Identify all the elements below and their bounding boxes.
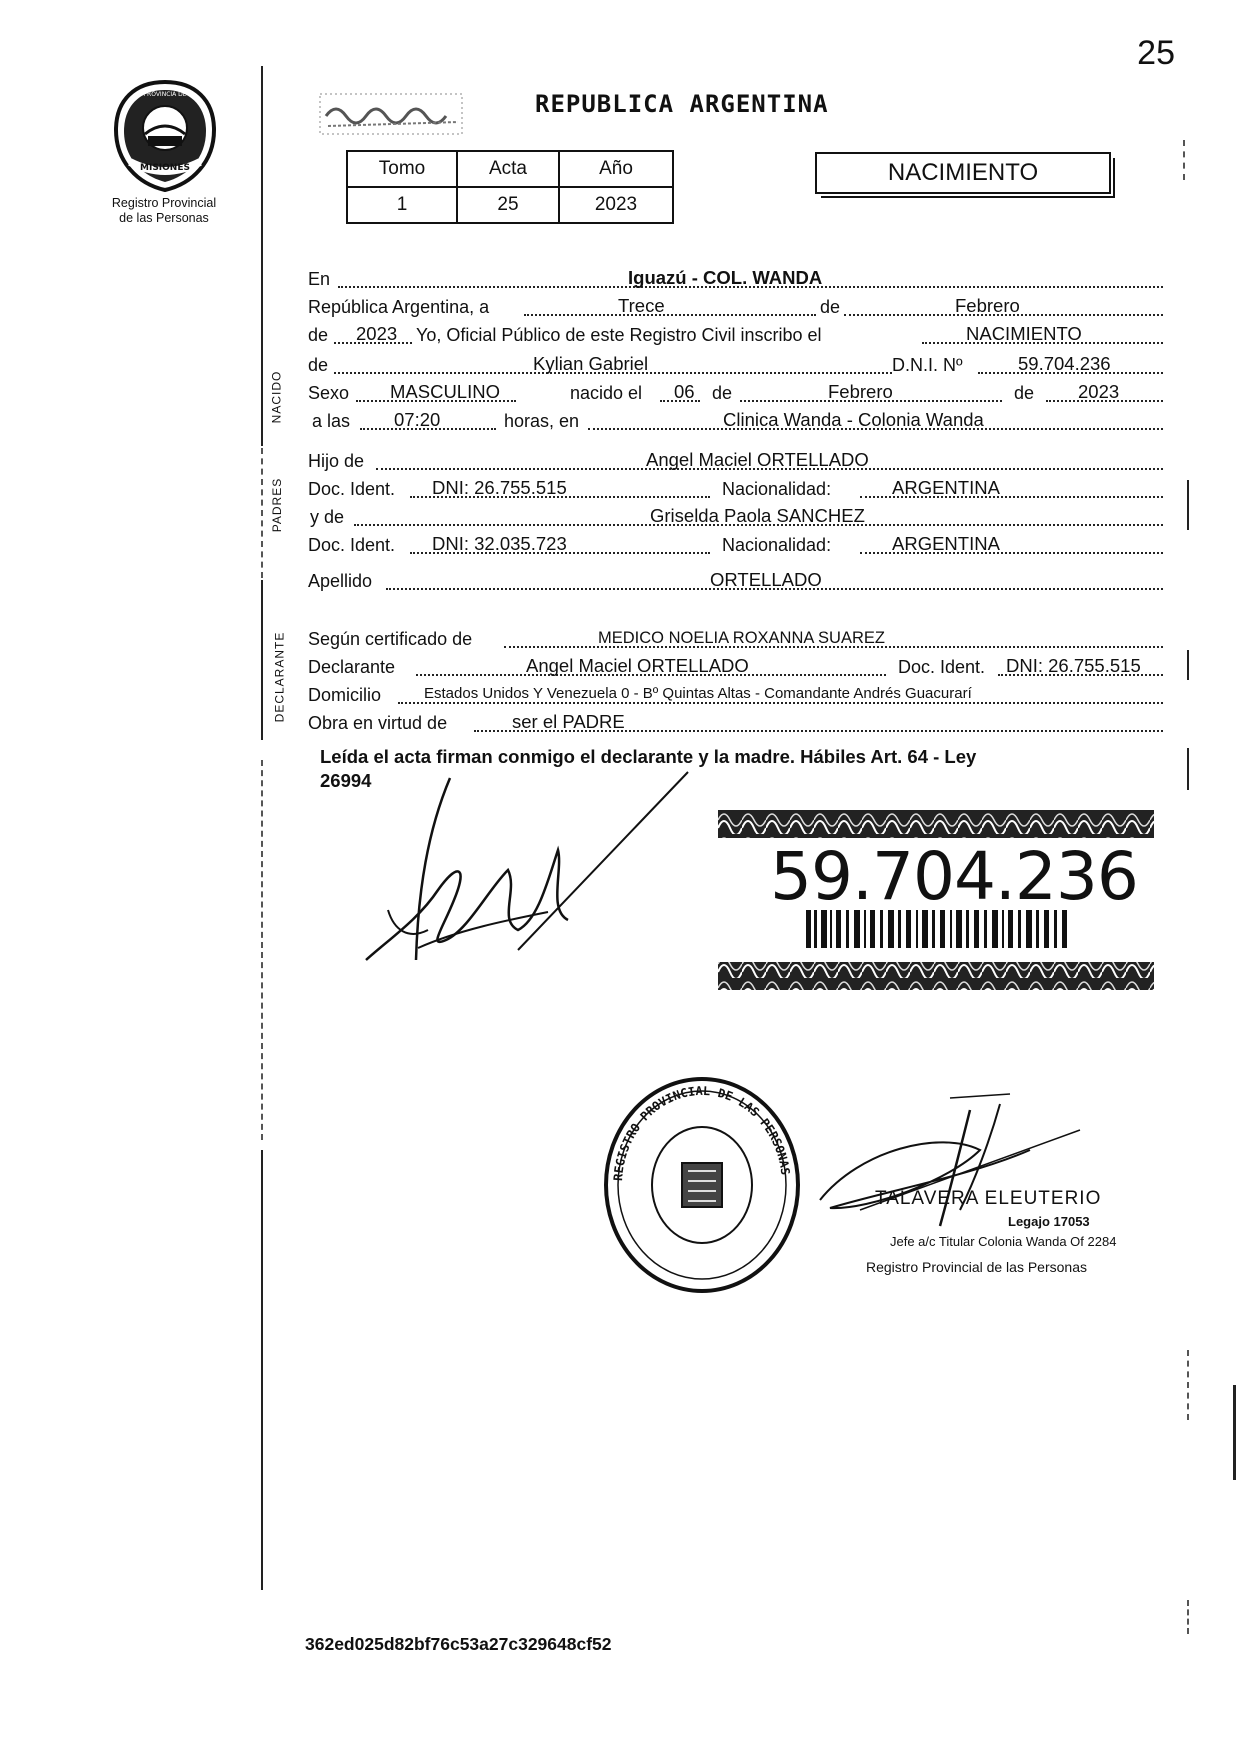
entry-stamp [318,86,468,142]
lugar-value: Iguazú - COL. WANDA [628,267,823,288]
row-obra: Obra en virtud de ser el PADRE [308,708,1163,738]
svg-text:REGISTRO PROVINCIAL DE LAS PER: REGISTRO PROVINCIAL DE LAS PERSONAS [611,1083,793,1182]
section-label-padres: PADRES [270,477,285,533]
closing-statement: Leída el acta firman conmigo el declarante y la madre. Hábiles Art. 64 - Ley 26994 [320,746,977,791]
dia-texto: Trece [618,295,665,316]
padre-nac: ARGENTINA [892,477,1000,498]
row-lugar: En Iguazú - COL. WANDA [308,264,1163,294]
hora-value: 07:20 [394,409,441,430]
tipo-inscripcion: NACIMIENTO [966,323,1082,344]
certificado-value: MEDICO NOELIA ROXANNA SUAREZ [598,629,885,647]
margin-rule [261,66,263,446]
row-certificado: Según certificado de MEDICO NOELIA ROXANNA SUAREZ [308,624,1163,654]
obra-value: ser el PADRE [512,711,625,732]
anio-value: 2023 [356,323,398,344]
madre-nac: ARGENTINA [892,533,1000,554]
official-registry: Registro Provincial de las Personas [866,1259,1087,1275]
margin-rule [261,580,263,740]
declarant-signature [358,770,698,970]
padre-doc: DNI: 26.755.515 [432,477,567,498]
mes-nac: Febrero [828,381,893,402]
row-inscripcion: de 2023 Yo, Oficial Público de este Registro Civil inscribo el NACIMIENTO [308,320,1163,350]
section-label-nacido: NACIDO [269,370,284,424]
svg-text:PROVINCIA DE: PROVINCIA DE [143,91,187,98]
dia-nac: 06 [674,381,695,402]
padre-value: Angel Maciel ORTELLADO [646,449,869,470]
registry-caption: Registro Provincial de las Personas [111,196,217,225]
declarante-value: Angel Maciel ORTELLADO [526,655,749,676]
page-number: 25 [1137,34,1175,72]
madre-doc: DNI: 32.035.723 [432,533,567,554]
svg-text:MISIONES: MISIONES [140,163,190,173]
document-hash: 362ed025d82bf76c53a27c329648cf52 [305,1634,612,1654]
dni-value: 59.704.236 [1018,353,1111,374]
lugar-nac: Clinica Wanda - Colonia Wanda [723,409,984,430]
official-cargo: Jefe a/c Titular Colonia Wanda Of 2284 [890,1234,1117,1249]
scan-mark [1187,1350,1189,1420]
scan-mark [1233,1385,1236,1480]
acta-reference-table [346,150,674,224]
act-type-box: NACIMIENTO [815,152,1111,194]
nombre-value: Kylian Gabriel [533,353,649,374]
row-nombre: de Kylian Gabriel D.N.I. Nº 59.704.236 [308,350,1163,380]
scan-mark [1187,1600,1189,1634]
header-tomo: Tomo [347,151,457,187]
row-fecha: República Argentina, a Trece de Febrero [308,292,1163,322]
row-padre: Hijo de Angel Maciel ORTELLADO [308,446,1163,476]
official-name: TALAVERA ELEUTERIO [875,1188,1102,1209]
anio-nac: 2023 [1078,381,1120,402]
row-padre-doc: Doc. Ident. DNI: 26.755.515 Nacionalidad: ARGENTINA [308,474,1163,504]
mes-texto: Febrero [955,295,1020,316]
barcode-number: 59.704.236 [770,838,1138,915]
row-domicilio: Domicilio Estados Unidos Y Venezuela 0 - Bº Quintas Altas - Comandante Andrés Guacurarí [308,680,1163,710]
scan-mark [1187,480,1189,530]
margin-rule-dashed [261,760,263,1140]
value-tomo: 1 [347,187,457,223]
declarante-doc: DNI: 26.755.515 [1006,655,1141,676]
country-title: REPUBLICA ARGENTINA [535,90,829,118]
province-emblem [110,78,220,194]
row-sexo: Sexo MASCULINO nacido el 06 de Febrero de 2023 [308,378,1163,408]
margin-rule-dashed [261,448,263,578]
apellido-value: ORTELLADO [710,569,822,590]
row-declarante: Declarante Angel Maciel ORTELLADO Doc. Ident. DNI: 26.755.515 [308,652,1163,682]
row-hora: a las 07:20 horas, en Clinica Wanda - Colonia Wanda [308,406,1163,436]
official-legajo: Legajo 17053 [1008,1214,1090,1229]
margin-rule [261,1150,263,1590]
official-seal [592,1075,812,1295]
row-madre-doc: Doc. Ident. DNI: 32.035.723 Nacionalidad: ARGENTINA [308,530,1163,560]
value-acta: 25 [457,187,559,223]
scan-mark [1187,650,1189,680]
header-acta: Acta [457,151,559,187]
section-label-declarante: DECLARANTE [272,631,287,723]
row-madre: y de Griselda Paola SANCHEZ [308,502,1163,532]
scan-mark [1183,140,1185,180]
madre-value: Griselda Paola SANCHEZ [650,505,865,526]
scan-mark [1187,748,1189,790]
domicilio-value: Estados Unidos Y Venezuela 0 - Bº Quintas Altas - Comandante Andrés Guacurarí [424,685,972,702]
sexo-value: MASCULINO [390,381,500,402]
value-anio: 2023 [559,187,673,223]
header-anio: Año [559,151,673,187]
row-apellido: Apellido ORTELLADO [308,566,1163,596]
